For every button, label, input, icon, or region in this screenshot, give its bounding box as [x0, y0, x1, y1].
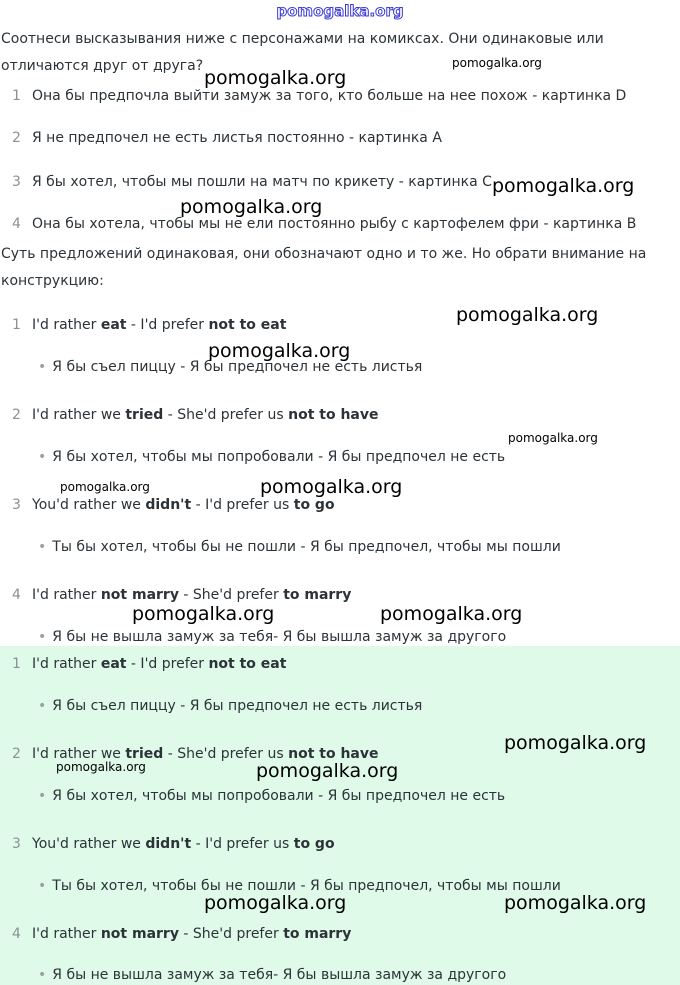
- watermark: pomogalka.org: [504, 732, 647, 754]
- explanation-text: Суть предложений одинаковая, они обозначают одно и то же. Но обрати внимание на конструкцию:: [1, 246, 647, 289]
- pair-number: 4: [12, 587, 21, 603]
- watermark: pomogalka.org: [456, 304, 599, 326]
- pair-translation: • Я бы съел пиццу - Я бы предпочел не есть листья: [38, 698, 423, 714]
- watermark: pomogalka.org: [380, 603, 523, 625]
- statement-text: Она бы хотела, чтобы мы не ели постоянно рыбу с картофелем фри - картинка B: [32, 216, 637, 232]
- pair-line: You'd rather we didn't - I'd prefer us to go: [32, 836, 335, 852]
- pair-number: 3: [12, 836, 21, 852]
- pair-line: You'd rather we didn't - I'd prefer us to go: [32, 497, 335, 513]
- statement-text: Я не предпочел не есть листья постоянно - картинка A: [32, 130, 442, 146]
- pair-line: I'd rather not marry - She'd prefer to marry: [32, 587, 352, 603]
- statement-number: 3: [12, 174, 21, 190]
- watermark: pomogalka.org: [56, 760, 146, 774]
- watermark: pomogalka.org: [180, 196, 323, 218]
- pair-translation: • Ты бы хотел, чтобы бы не пошли - Я бы предпочел, чтобы мы пошли: [38, 539, 561, 555]
- statement-number: 1: [12, 88, 21, 104]
- watermark: pomogalka.org: [208, 340, 351, 362]
- pair-line: I'd rather not marry - She'd prefer to marry: [32, 926, 352, 942]
- intro-text: Соотнеси высказывания ниже с персонажами на комиксах. Они одинаковые или отличаются друг от друга?: [1, 31, 604, 74]
- pair-number: 3: [12, 497, 21, 513]
- watermark: pomogalka.org: [132, 603, 275, 625]
- pair-number: 2: [12, 746, 21, 762]
- pair-number: 4: [12, 926, 21, 942]
- statement-number: 4: [12, 216, 21, 232]
- pair-number: 2: [12, 407, 21, 423]
- pair-translation: • Я бы съел пиццу - Я бы предпочел не есть листья: [38, 359, 423, 375]
- pair-translation: • Я бы не вышла замуж за тебя- Я бы вышла замуж за другого: [38, 967, 507, 983]
- watermark: pomogalka.org: [260, 476, 403, 498]
- watermark: pomogalka.org: [452, 56, 542, 70]
- watermark: pomogalka.org: [204, 67, 347, 89]
- pair-translation: • Я бы не вышла замуж за тебя- Я бы вышла замуж за другого: [38, 629, 507, 645]
- pair-number: 1: [12, 317, 21, 333]
- watermark: pomogalka.org: [508, 431, 598, 445]
- statement-text: Она бы предпочла выйти замуж за того, кто больше на нее похож - картинка D: [32, 88, 627, 104]
- watermark: pomogalka.org: [256, 760, 399, 782]
- watermark: pomogalka.org: [492, 175, 635, 197]
- watermark: pomogalka.org: [504, 892, 647, 914]
- pair-line: I'd rather we tried - She'd prefer us not to have: [32, 746, 379, 762]
- pair-translation: • Ты бы хотел, чтобы бы не пошли - Я бы предпочел, чтобы мы пошли: [38, 878, 561, 894]
- site-logo[interactable]: pomogalka.org: [276, 2, 404, 20]
- pair-line: I'd rather eat - I'd prefer not to eat: [32, 656, 287, 672]
- pair-line: I'd rather we tried - She'd prefer us not to have: [32, 407, 379, 423]
- pair-number: 1: [12, 656, 21, 672]
- statement-text: Я бы хотел, чтобы мы пошли на матч по крикету - картинка C: [32, 174, 492, 190]
- pair-translation: • Я бы хотел, чтобы мы попробовали - Я бы предпочел не есть: [38, 449, 506, 465]
- pair-translation: • Я бы хотел, чтобы мы попробовали - Я бы предпочел не есть: [38, 788, 506, 804]
- statement-number: 2: [12, 130, 21, 146]
- watermark: pomogalka.org: [60, 480, 150, 494]
- pair-line: I'd rather eat - I'd prefer not to eat: [32, 317, 287, 333]
- watermark: pomogalka.org: [204, 892, 347, 914]
